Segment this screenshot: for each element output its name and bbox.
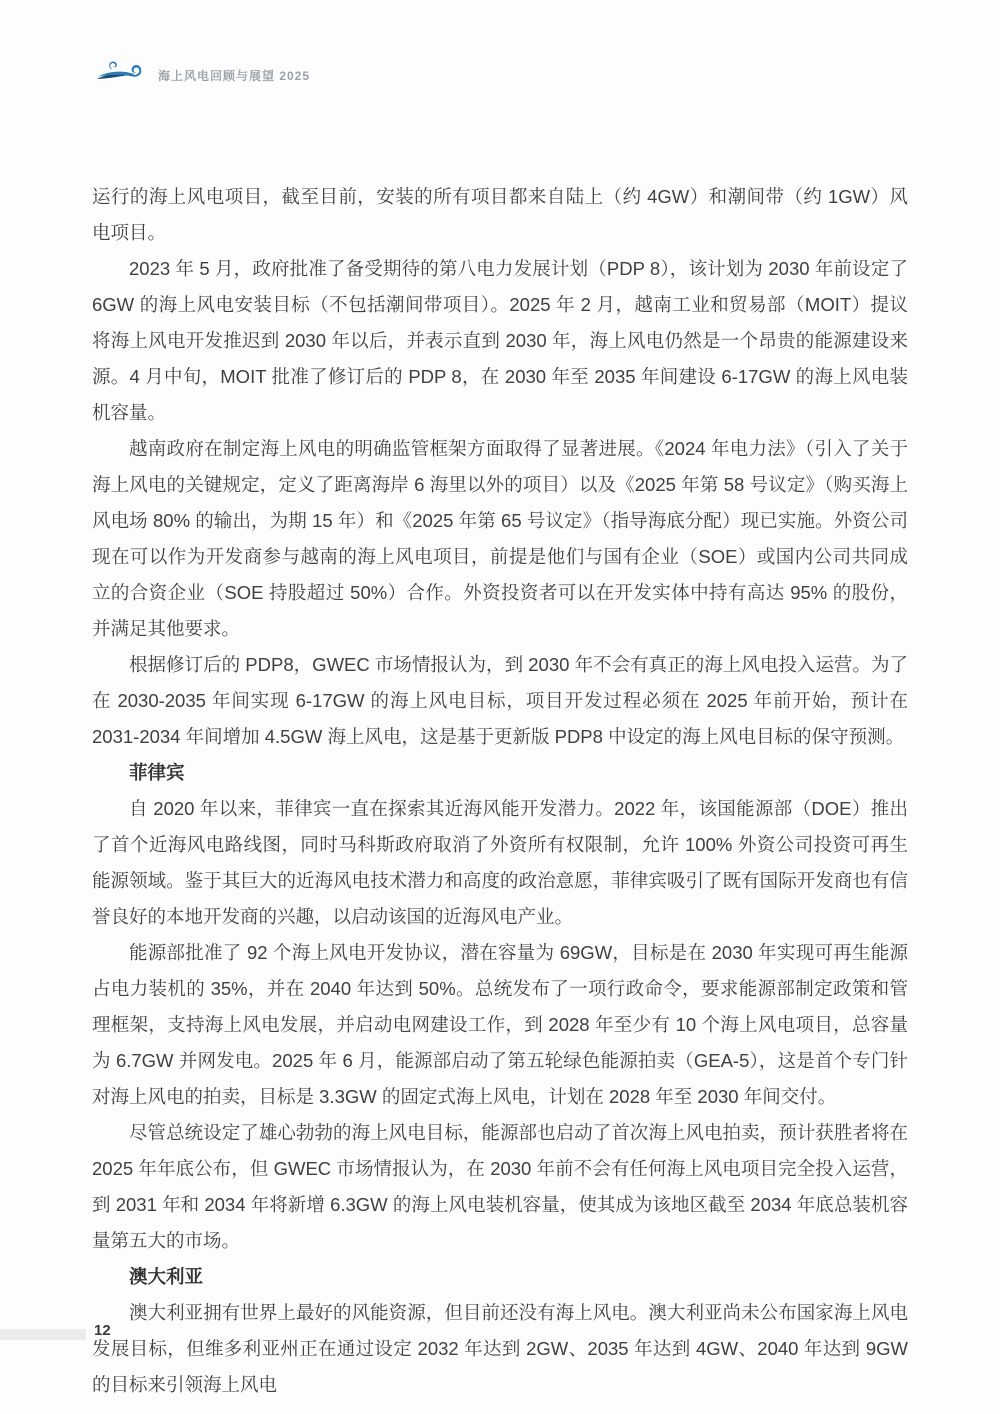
body-paragraph: 澳大利亚拥有世界上最好的风能资源，但目前还没有海上风电。澳大利亚尚未公布国家海上风电发展目标，但维多利亚州正在通过设定 2032 年达到 2GW、2035 年达到 4GW、2040 年达到 9GW 的目标来引领海上风电 (92, 1302, 908, 1395)
wave-logo-icon (95, 55, 147, 89)
document-body (92, 179, 908, 1403)
report-title: 海上风电回顾与展望 2025 (158, 68, 311, 83)
page-header (95, 55, 310, 89)
body-paragraph: 越南政府在制定海上风电的明确监管框架方面取得了显著进展。《2024 年电力法》（引入了关于海上风电的关键规定，定义了距离海岸 6 海里以外的项目）以及《2025 年第 58 号议定》（购买海上风电场 80% 的输出，为期 15 年）和《2025 年第 65 号议定》（指导海底分配）现已实施。外资公司现在可以作为开发商参与越南的海上风电项目，前提是他们与国有企业（SOE）或国内公司共同成立的合资企业（SOE 持股超过 50%）合作。外资投资者可以在开发实体中持有高达 95% 的股份，并满足其他要求。 (92, 438, 908, 639)
page-number: 12 (94, 1322, 111, 1339)
section-heading-philippines: 菲律宾 (129, 762, 185, 783)
footer-accent-bar (0, 1329, 86, 1340)
body-paragraph: 运行的海上风电项目，截至目前，安装的所有项目都来自陆上（约 4GW）和潮间带（约 1GW）风电项目。 (92, 186, 908, 243)
body-paragraph: 能源部批准了 92 个海上风电开发协议，潜在容量为 69GW，目标是在 2030 年实现可再生能源占电力装机的 35%，并在 2040 年达到 50%。总统发布了一项行政命令，要求能源部制定政策和管理框架，支持海上风电发展，并启动电网建设工作，到 2028 年至少有 10 个海上风电项目，总容量为 6.7GW 并网发电。2025 年 6 月，能源部启动了第五轮绿色能源拍卖（GEA-5），这是首个专门针对海上风电的拍卖，目标是 3.3GW 的固定式海上风电，计划在 2028 年至 2030 年间交付。 (92, 942, 908, 1107)
body-paragraph: 尽管总统设定了雄心勃勃的海上风电目标，能源部也启动了首次海上风电拍卖，预计获胜者将在 2025 年年底公布，但 GWEC 市场情报认为，在 2030 年前不会有任何海上风电项目完全投入运营，到 2031 年和 2034 年将新增 6.3GW 的海上风电装机容量，使其成为该地区截至 2034 年底总装机容量第五大的市场。 (92, 1122, 908, 1251)
body-paragraph: 自 2020 年以来，菲律宾一直在探索其近海风能开发潜力。2022 年，该国能源部（DOE）推出了首个近海风电路线图，同时马科斯政府取消了外资所有权限制，允许 100% 外资公司投资可再生能源领域。鉴于其巨大的近海风电技术潜力和高度的政治意愿，菲律宾吸引了既有国际开发商也有信誉良好的本地开发商的兴趣，以启动该国的近海风电产业。 (92, 798, 908, 927)
body-paragraph: 2023 年 5 月，政府批准了备受期待的第八电力发展计划（PDP 8），该计划为 2030 年前设定了 6GW 的海上风电安装目标（不包括潮间带项目）。2025 年 2 月，越南工业和贸易部（MOIT）提议将海上风电开发推迟到 2030 年以后，并表示直到 2030 年，海上风电仍然是一个昂贵的能源建设来源。4 月中旬，MOIT 批准了修订后的 PDP 8，在 2030 年至 2035 年间建设 6-17GW 的海上风电装机容量。 (92, 258, 908, 423)
section-heading-australia: 澳大利亚 (129, 1266, 204, 1287)
body-paragraph: 根据修订后的 PDP8，GWEC 市场情报认为，到 2030 年不会有真正的海上风电投入运营。为了在 2030-2035 年间实现 6-17GW 的海上风电目标，项目开发过程必须在 2025 年前开始，预计在 2031-2034 年间增加 4.5GW 海上风电，这是基于更新版 PDP8 中设定的海上风电目标的保守预测。 (92, 654, 908, 747)
